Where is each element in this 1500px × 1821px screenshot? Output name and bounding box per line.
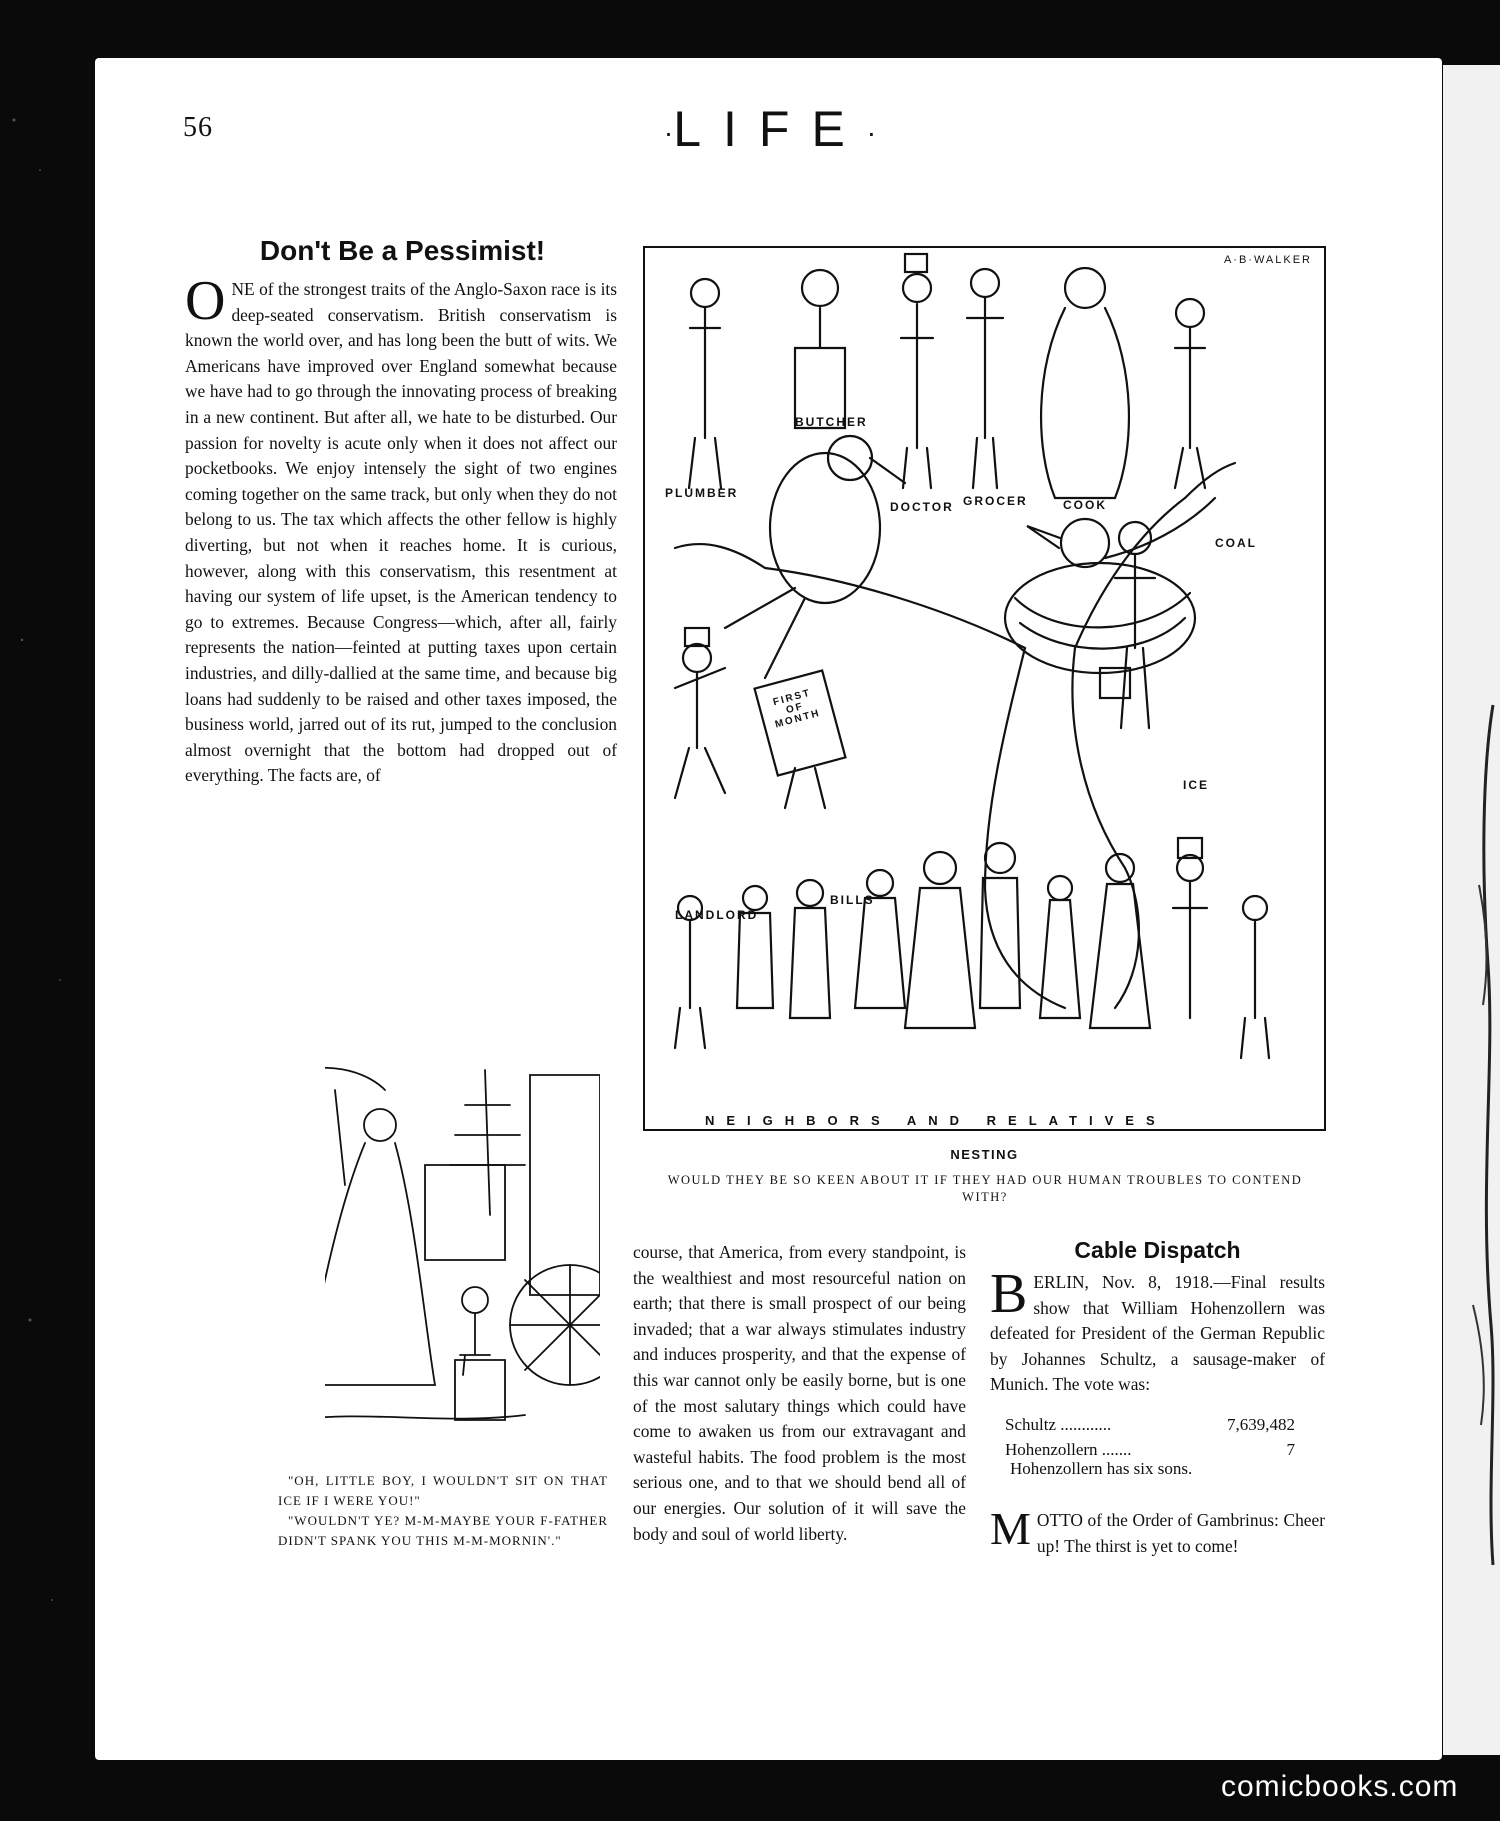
article-text-col1: NE of the strongest traits of the Anglo-Saxon race is its deep-seated conservatism. British conservatism is known the world over, and has long been the butt of wits. We Americans have improved over England somewhat because we have had to go through the innovating process of breaking in a new continent. But after all, we hate to be disturbed. Our passion for novelty is acute only when it does not affect our pocketbooks. We enjoy intensely the sight of two engines coming together on the same track, but only when they do not belong to us. The tax which affects the other fellow is highly diverting, but not when it reaches home. It is curious, however, along with this conservatism, this resentment at having our system of life upset, is the American tendency to go to extremes. Because Congress—which, after all, fairly represents the nation—feinted at putting taxes upon certain industries, and dilly-dallied at the same time, and because big loans had suddenly to be raised and other taxes imposed, the business world, jarred out of its rut, jumped to the conclusion almost overnight that the bottom had dropped out of everything. The facts are, of xyxy=(185,279,617,786)
vote-row xyxy=(1005,1412,1295,1437)
label-bills: BILLS xyxy=(830,893,875,907)
dispatch-dropcap: B xyxy=(990,1263,1028,1325)
motto-paragraph xyxy=(990,1503,1325,1559)
vote-name: Schultz ............ xyxy=(1005,1415,1112,1434)
masthead-dot-left: · xyxy=(663,116,674,148)
dispatch-body: ERLIN, Nov. 8, 1918.—Final results show that William Hohenzollern was defeated for President of the German Republic by Johannes Schultz, a sausage-maker of Munich. The vote was: xyxy=(990,1272,1325,1395)
article-column-1 xyxy=(185,270,617,789)
watermark: comicbooks.com xyxy=(1221,1770,1459,1803)
sketch-caption-line-2: "WOULDN'T YE? M-M-MAYBE YOUR F-FATHER DIDN'T SPANK YOU THIS M-M-MORNIN'." xyxy=(278,1513,608,1548)
label-sign: FIRST OF MONTH xyxy=(771,687,822,731)
nesting-cartoon xyxy=(643,246,1326,1131)
label-ice: ICE xyxy=(1183,778,1210,792)
sketch-caption-line-1: "OH, LITTLE BOY, I WOULDN'T SIT ON THAT ICE IF I WERE YOU!" xyxy=(278,1473,608,1508)
vote-name: Hohenzollern ....... xyxy=(1005,1440,1132,1459)
page-number: 56 xyxy=(183,112,213,143)
label-cook: COOK xyxy=(1063,498,1107,512)
cartoon-caption-title: NESTING xyxy=(950,1147,1019,1162)
dispatch-text xyxy=(990,1263,1325,1398)
label-coal: COAL xyxy=(1215,536,1257,550)
dispatch-headline: Cable Dispatch xyxy=(1074,1237,1241,1263)
article-dropcap: O xyxy=(185,270,226,332)
masthead-dot-right: · xyxy=(866,116,877,148)
cartoon-caption-sub: WOULD THEY BE SO KEEN ABOUT IT IF THEY HAD OUR HUMAN TROUBLES TO CONTEND WITH? xyxy=(667,1173,1303,1204)
nesting-illustration xyxy=(645,248,1326,1131)
label-neighbors: NEIGHBORS AND RELATIVES xyxy=(705,1113,1167,1128)
label-doctor: DOCTOR xyxy=(890,500,954,514)
ice-sketch-caption xyxy=(278,1471,608,1551)
adjacent-page-edge xyxy=(1443,65,1500,1755)
cartoon-signature: A·B·WALKER xyxy=(1223,254,1312,266)
left-margin-specks xyxy=(0,0,95,1821)
label-grocer: GROCER xyxy=(963,494,1028,508)
motto-text: OTTO of the Order of Gambrinus: Cheer up! The thirst is yet to come! xyxy=(1036,1510,1325,1556)
ice-sketch-illustration xyxy=(325,1065,600,1435)
label-butcher: BUTCHER xyxy=(795,415,868,429)
label-plumber: PLUMBER xyxy=(665,486,739,500)
article-headline: Don't Be a Pessimist! xyxy=(259,235,546,266)
label-landlord: LANDLORD xyxy=(675,908,759,922)
motto-dropcap: M xyxy=(990,1503,1031,1554)
article-column-2: course, that America, from every standpoint, is the wealthiest and most resourceful nation on earth; that there is small prospect of our being invaded; that a war always stimulates industry and induces prosperity, and that the expense of this war cannot only be easily borne, but is one of the most salutary things which could have come to awaken us from our extravagant and wasteful habits. The food problem is the most serious one, and to that we should bend all of our energies. Our solution of it will save the body and soul of world liberty. xyxy=(633,1242,966,1544)
vote-value: 7,639,482 xyxy=(1227,1415,1295,1434)
vote-table xyxy=(1005,1412,1295,1462)
masthead xyxy=(600,100,940,158)
vote-value: 7 xyxy=(1286,1440,1295,1459)
dispatch-tail: Hohenzollern has six sons. xyxy=(1010,1459,1193,1478)
masthead-title: LIFE xyxy=(673,101,867,157)
